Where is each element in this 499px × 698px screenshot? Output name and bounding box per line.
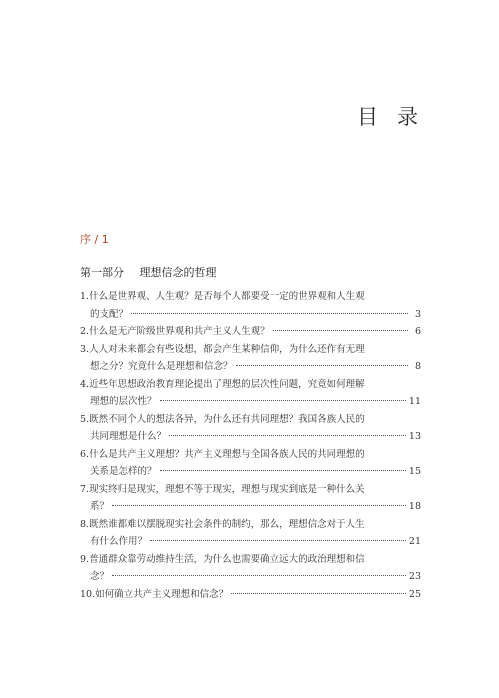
toc-entry-line — [80, 568, 421, 586]
toc-page-number: 6 — [414, 326, 421, 337]
toc-entry-line — [80, 533, 421, 551]
toc-page-number: 15 — [408, 466, 421, 477]
toc-entry-line — [80, 428, 421, 446]
part-label: 第一部分 — [80, 266, 124, 279]
title-char-1: 目 — [357, 105, 378, 129]
toc-entry-text: 5.既然不同个人的想法各异，为什么还有共同理想？我国各族人民的 — [80, 413, 365, 425]
toc-entry-line — [80, 306, 421, 324]
dot-leader — [231, 593, 406, 594]
toc-page-number: 3 — [414, 308, 421, 320]
toc-entry-line — [80, 481, 421, 499]
toc-entry-text: 2.什么是无产阶级世界观和共产主义人生观？ — [80, 326, 270, 337]
toc-entry-text: 系？ — [90, 501, 110, 512]
toc-entry-text: 8.既然谁都难以摆脱现实社会条件的制约，那么，理想信念对于人生 — [80, 518, 365, 530]
toc-entry[interactable] — [80, 323, 421, 341]
toc-entry-text: 共同理想是什么？ — [90, 431, 167, 442]
toc-entry[interactable] — [80, 288, 421, 323]
part-title: 理想信念的哲理 — [139, 266, 217, 279]
dot-leader — [131, 313, 408, 314]
toc-entry[interactable] — [80, 411, 421, 446]
toc-entry-text: 念？ — [90, 571, 110, 582]
toc-entry-line — [80, 358, 421, 376]
toc-entry-text: 理想的层次性？ — [90, 396, 157, 407]
toc-entry-text: 6.什么是共产主义理想？共产主义理想与全国各族人民的共同理想的 — [80, 448, 365, 460]
toc-entry-line — [80, 516, 421, 534]
toc-page-number: 21 — [408, 536, 421, 547]
dot-leader — [112, 505, 406, 506]
toc-page-number: 25 — [408, 588, 421, 600]
toc-entry[interactable] — [80, 446, 421, 481]
toc-entry-line — [80, 393, 421, 411]
toc-entry-line — [80, 586, 421, 604]
dot-leader — [236, 365, 408, 366]
toc-entry-text: 1.什么是世界观、人生观？是否每个人都要受一定的世界观和人生观 — [80, 291, 365, 302]
toc-entry-line — [80, 341, 421, 359]
toc-entry-text: 3.人人对未来都会有些设想，都会产生某种信仰，为什么还作有无理 — [80, 343, 365, 355]
toc-entry[interactable] — [80, 586, 421, 604]
toc-page-number: 11 — [408, 396, 421, 407]
toc-entry-line — [80, 551, 421, 569]
toc-page-number: 13 — [408, 431, 421, 442]
toc-entry[interactable] — [80, 341, 421, 376]
dot-leader — [160, 470, 406, 471]
dot-leader — [112, 575, 406, 576]
toc-page-number: 23 — [408, 571, 421, 582]
toc-entry-text: 7.现实终归是现实，理想不等于现实，理想与现实到底是一种什么关 — [80, 483, 365, 495]
toc-entry-text: 想之分？究竟什么是理想和信念？ — [90, 361, 233, 372]
toc-entry-line — [80, 411, 421, 429]
toc-page-number: 18 — [408, 501, 421, 512]
dot-leader — [169, 435, 406, 436]
toc-entry-text: 的支配？ — [90, 308, 129, 320]
toc-entry-line — [80, 463, 421, 481]
toc-entry-line — [80, 446, 421, 464]
toc-entry-text: 4.近些年思想政治教育理论提出了理想的层次性问题，究竟如何理解 — [80, 378, 365, 390]
part-heading — [80, 264, 217, 280]
toc-entry-text: 有什么作用？ — [90, 536, 148, 547]
toc-entry-line — [80, 288, 421, 306]
toc-entry[interactable] — [80, 376, 421, 411]
toc-entry-line — [80, 376, 421, 394]
toc-entry-text: 9.普通群众靠劳动维持生活，为什么也需要确立远大的政治理想和信 — [80, 553, 365, 565]
dot-leader — [160, 400, 406, 401]
toc-entry-text: 关系是怎样的？ — [90, 466, 157, 477]
toc-preface-entry[interactable]: 序 / 1 — [80, 233, 109, 246]
toc-entry-line — [80, 498, 421, 516]
toc-entry-text: 10.如何确立共产主义理想和信念？ — [80, 588, 229, 600]
title-char-2: 录 — [397, 105, 418, 129]
toc-list — [80, 288, 421, 603]
toc-entry[interactable] — [80, 516, 421, 551]
dot-leader — [273, 330, 408, 331]
toc-entry[interactable] — [80, 481, 421, 516]
toc-entry[interactable] — [80, 551, 421, 586]
dot-leader — [150, 540, 406, 541]
toc-page-number: 8 — [414, 361, 421, 372]
toc-entry-line — [80, 323, 421, 341]
